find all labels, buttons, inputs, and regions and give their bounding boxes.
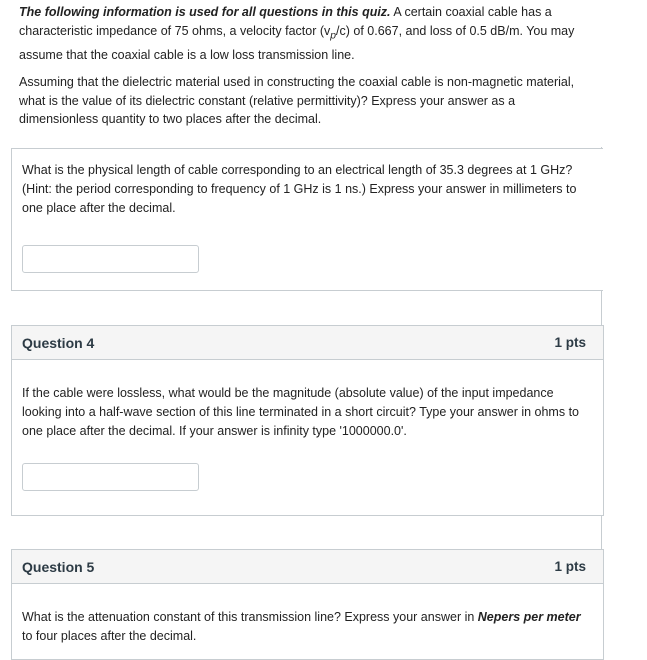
question-3-part-b-body	[12, 149, 603, 273]
question-4-title: Question 4	[22, 334, 95, 351]
intro-question-text: Assuming that the dielectric material used in constructing the coaxial cable is non-magnetic material, what is the value of its dielectric constant (relative permittivity)? Express your answer as a dimensionless quantity to two places after the decimal.	[19, 75, 575, 126]
quiz-intro	[19, 3, 589, 138]
question-5-body	[12, 584, 603, 646]
question-4-points: 1 pts	[554, 335, 586, 350]
intro-lead: The following information is used for all questions in this quiz.	[19, 5, 391, 19]
question-5-points: 1 pts	[554, 559, 586, 574]
question-5-text-part-1: What is the attenuation constant of this transmission line? Express your answer in	[22, 610, 478, 624]
question-4-text: If the cable were lossless, what would be the magnitude (absolute value) of the input impedance looking into a half-wave section of this line terminated in a short circuit? Type your answer in ohms to one place after the decimal. If your answer is infinity type '1000000.0'.	[22, 386, 579, 438]
question-5-text-part-2: to four places after the decimal.	[22, 629, 197, 643]
intro-context-part-2: /c) of 0.667, and loss of 0.5 dB/m. You may assume that the coaxial cable is a low loss transmission line.	[19, 23, 575, 62]
question-5-header	[12, 549, 603, 584]
question-5-title: Question 5	[22, 558, 95, 575]
intro-context	[19, 3, 589, 64]
question-4-card	[11, 325, 604, 516]
intro-context-subscript: p	[330, 30, 337, 41]
question-3-part-b-answer-input[interactable]	[22, 245, 199, 273]
question-5-text	[22, 608, 593, 646]
question-4-answer-input[interactable]	[22, 463, 199, 491]
question-5-emphasis: Nepers per meter	[477, 610, 581, 624]
question-4-body	[12, 360, 603, 491]
question-3-part-b-text: What is the physical length of cable corresponding to an electrical length of 35.3 degrees at 1 GHz? (Hint: the period corresponding to frequency of 1 GHz is 1 ns.) Express your answer in millimeters to one place after the decimal.	[22, 163, 577, 215]
question-5-card	[11, 549, 604, 660]
question-4-header	[12, 325, 603, 360]
question-3-part-b	[11, 148, 603, 291]
intro-context-part-1: A certain coaxial cable has a characteristic impedance of 75 ohms, a velocity factor (v	[19, 5, 552, 38]
